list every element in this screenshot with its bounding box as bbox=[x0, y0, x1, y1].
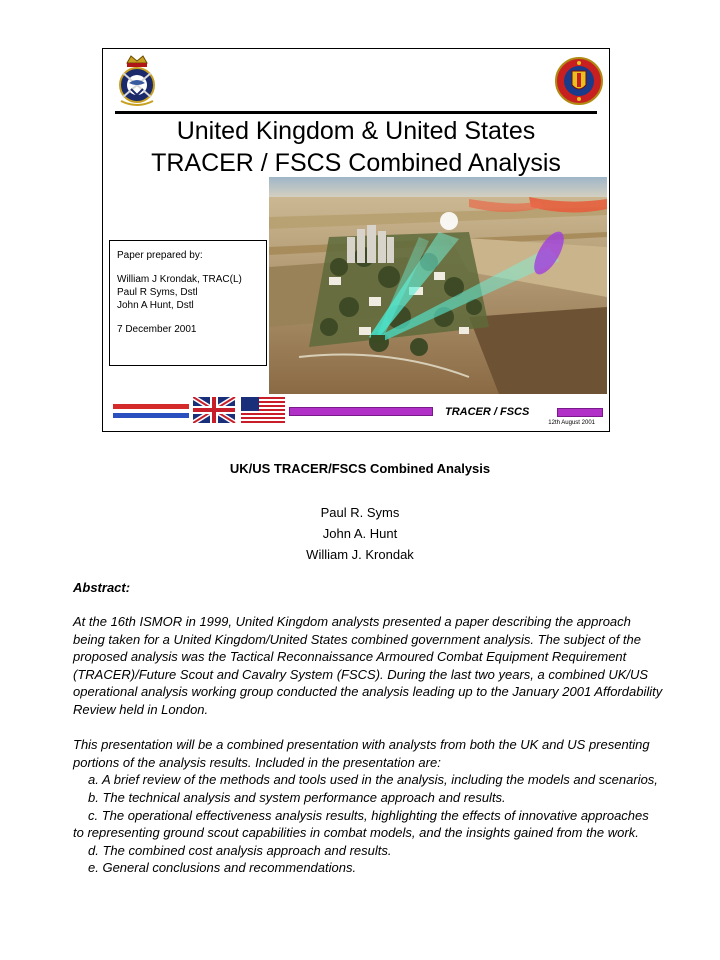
slide-title-line1: United Kingdom & United States bbox=[176, 117, 536, 145]
footer-label: TRACER / FSCS bbox=[445, 406, 530, 418]
purple-bar-middle bbox=[289, 407, 433, 416]
prepared-by-box bbox=[109, 240, 267, 366]
purple-bar-right bbox=[557, 408, 603, 417]
uk-flag-icon bbox=[193, 397, 235, 423]
title-slide-image bbox=[102, 48, 610, 432]
abstract-item-c: c. The operational effectiveness analysis results, highlighting the effects of innovative approaches to representing ground scout capabilities in combat models, and the insights gained from the work. bbox=[73, 807, 649, 841]
us-trac-emblem-icon bbox=[555, 55, 603, 107]
slide-title bbox=[103, 115, 609, 179]
flags bbox=[193, 397, 285, 423]
abstract-item-a: a. A brief review of the methods and tools used in the analysis, including the models and scenarios, bbox=[88, 772, 658, 788]
abstract-heading: Abstract: bbox=[73, 580, 131, 595]
slide-date: 7 December 2001 bbox=[117, 324, 197, 335]
footer-date: 12th August 2001 bbox=[548, 420, 595, 426]
slide-title-line2: TRACER / FSCS Combined Analysis bbox=[151, 149, 561, 177]
abstract-item-e: e. General conclusions and recommendations. bbox=[88, 860, 357, 876]
document-author-1: Paul R. Syms bbox=[320, 505, 400, 520]
abstract-paragraph-1: At the 16th ISMOR in 1999, United Kingdom analysts presented a paper describing the approach being taken for a United Kingdom/United States combined government analysis. The subject of the proposed analysis was the Tactical Reconnaissance Armoured Combat Equipment Requirement (TRACER)/Future Scout and Cavalry System (FSCS). During the last two years, a combined UK/US operational analysis working group conducted the analysis leading up to the January 2001 Affordability Review held in London. bbox=[73, 614, 663, 717]
aerial-farmland-photo bbox=[269, 177, 607, 394]
abstract-item-d: d. The combined cost analysis approach and results. bbox=[88, 842, 392, 858]
slide-author-1: William J Krondak, TRAC(L) bbox=[117, 274, 242, 285]
prepared-by-label: Paper prepared by: bbox=[117, 250, 203, 261]
abstract-paragraph-2: This presentation will be a combined presentation with analysts from both the UK and US presenting portions of the analysis results. Included in the presentation are: bbox=[73, 737, 650, 770]
document-authors bbox=[0, 502, 720, 565]
red-bar bbox=[113, 404, 189, 409]
footer-color-bars bbox=[113, 404, 189, 422]
slide-author-2: Paul R Syms, Dstl bbox=[117, 287, 198, 298]
title-rule bbox=[115, 111, 597, 114]
slide-author-3: John A Hunt, Dstl bbox=[117, 300, 194, 311]
abstract-body bbox=[73, 613, 663, 877]
document-author-2: John A. Hunt bbox=[322, 526, 398, 541]
document-author-3: William J. Krondak bbox=[306, 547, 414, 562]
uk-defence-crest-icon bbox=[113, 53, 161, 109]
us-flag-icon bbox=[241, 397, 285, 423]
blue-bar bbox=[113, 413, 189, 418]
document-title: UK/US TRACER/FSCS Combined Analysis bbox=[229, 461, 491, 476]
abstract-item-b: b. The technical analysis and system performance approach and results. bbox=[88, 789, 506, 805]
